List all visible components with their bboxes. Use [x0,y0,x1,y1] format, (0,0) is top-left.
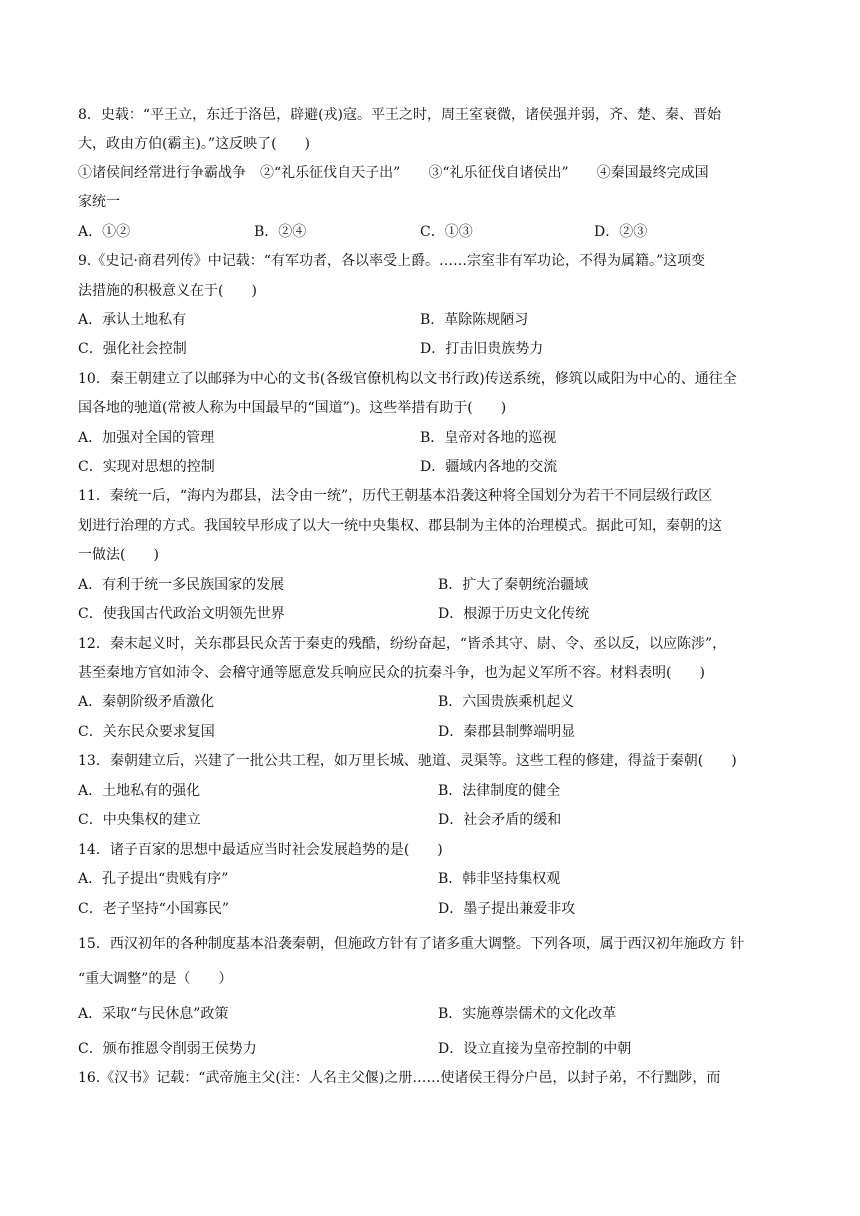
q11-stem-line-3: 一做法( ) [78,547,159,563]
q8-stem-line-1: 8．史载：“平王立，东迁于洛邑，辟避(戎)寇。平王之时，周王室衰微，诸侯强并弱，齐、楚、秦、晋始 [78,107,721,123]
q9-option-c[interactable]: C．强化社会控制 [78,341,187,357]
q15-option-d[interactable]: D．设立直接为皇帝控制的中朝 [438,1041,632,1057]
q13-option-a[interactable]: A．土地私有的强化 [78,783,201,799]
q11-stem-line-2: 划进行治理的方式。我国较早形成了以大一统中央集权、郡县制为主体的治理模式。据此可知，秦朝的这 [78,518,722,534]
q8-option-b[interactable]: B．②④ [254,224,307,240]
q13-option-c[interactable]: C．中央集权的建立 [78,812,201,828]
q10-option-a[interactable]: A．加强对全国的管理 [78,430,215,446]
q15-stem-line-2: “重大调整”的是（ ） [78,971,233,987]
q15-stem-line-1: 15．西汉初年的各种制度基本沿袭秦朝，但施政方针有了诸多重大调整。下列各项，属于西汉初年施政方 针 [78,936,745,952]
q8-option-d[interactable]: D．②③ [594,224,648,240]
q9-stem-line-1: 9.《史记·商君列传》中记载：“有军功者，各以率受上爵。……宗室非有军功论，不得为属籍。”这项变 [78,253,706,269]
q14-stem-line-1: 14．诸子百家的思想中最适应当时社会发展趋势的是( ) [78,842,443,858]
q10-option-c[interactable]: C．实现对思想的控制 [78,459,215,475]
q9-option-d[interactable]: D．打击旧贵族势力 [420,341,544,357]
q9-stem-line-2: 法措施的积极意义在于( ) [78,283,257,299]
q11-option-b[interactable]: B．扩大了秦朝统治疆域 [438,577,589,593]
q11-option-a[interactable]: A．有利于统一多民族国家的发展 [78,577,285,593]
q12-option-b[interactable]: B．六国贵族乘机起义 [438,694,575,710]
q10-option-d[interactable]: D．疆域内各地的交流 [420,459,558,475]
q11-stem-line-1: 11．秦统一后，“海内为郡县，法令由一统”，历代王朝基本沿袭这种将全国划分为若干不同层级行政区 [78,488,713,504]
q14-option-a[interactable]: A．孔子提出“贵贱有序” [78,871,229,887]
q8-stem-line-2: 大，政由方伯(霸主)。”这反映了( ) [78,136,311,152]
q12-stem-line-2: 甚至秦地方官如沛令、会稽守通等愿意发兵响应民众的抗秦斗争，也为起义军所不容。材料表明( ) [78,665,705,681]
q12-option-a[interactable]: A．秦朝阶级矛盾激化 [78,694,215,710]
q10-option-b[interactable]: B．皇帝对各地的巡视 [420,430,557,446]
q10-stem-line-2: 国各地的驰道(常被人称为中国最早的“国道”)。这些举措有助于( ) [78,400,507,416]
q15-option-c[interactable]: C．颁布推恩令削弱王侯势力 [78,1041,257,1057]
q12-option-d[interactable]: D．秦郡县制弊端明显 [438,724,576,740]
q12-option-c[interactable]: C．关东民众要求复国 [78,724,215,740]
q14-option-b[interactable]: B．韩非坚持集权观 [438,871,561,887]
q9-option-a[interactable]: A．承认土地私有 [78,312,187,328]
q15-option-a[interactable]: A．采取“与民休息”政策 [78,1006,229,1022]
q15-option-b[interactable]: B．实施尊崇儒术的文化改革 [438,1006,617,1022]
q16-stem-line-1: 16.《汉书》记载：“武帝施主父(注：人名主父偃)之册……使诸侯王得分户邑，以封子弟，不行黜陟，而 [78,1070,721,1086]
q8-option-a[interactable]: A．①② [78,224,131,240]
q14-option-d[interactable]: D．墨子提出兼爱非攻 [438,901,576,917]
q12-stem-line-1: 12．秦末起义时，关东郡县民众苦于秦吏的残酷，纷纷奋起，“皆杀其守、尉、令、丞以反，以应陈涉”， [78,636,727,652]
q8-stem-line-3: ①诸侯间经常进行争霸战争 ②“礼乐征伐自天子出” ③“礼乐征伐自诸侯出” ④秦国最终完成国 [78,165,709,181]
q8-option-c[interactable]: C．①③ [420,224,473,240]
q13-option-d[interactable]: D．社会矛盾的缓和 [438,812,562,828]
q8-stem-line-4: 家统一 [78,194,120,210]
q11-option-c[interactable]: C．使我国古代政治文明领先世界 [78,606,285,622]
q11-option-d[interactable]: D．根源于历史文化传统 [438,606,590,622]
q13-option-b[interactable]: B．法律制度的健全 [438,783,561,799]
q10-stem-line-1: 10．秦王朝建立了以邮驿为中心的文书(各级官僚机构以文书行政)传送系统，修筑以咸阳为中心的、通往全 [78,371,737,387]
q13-stem-line-1: 13．秦朝建立后，兴建了一批公共工程，如万里长城、驰道、灵渠等。这些工程的修建，得益于秦朝( ) [78,753,737,769]
q14-option-c[interactable]: C．老子坚持“小国寡民” [78,901,230,917]
q9-option-b[interactable]: B．革除陈规陋习 [420,312,529,328]
